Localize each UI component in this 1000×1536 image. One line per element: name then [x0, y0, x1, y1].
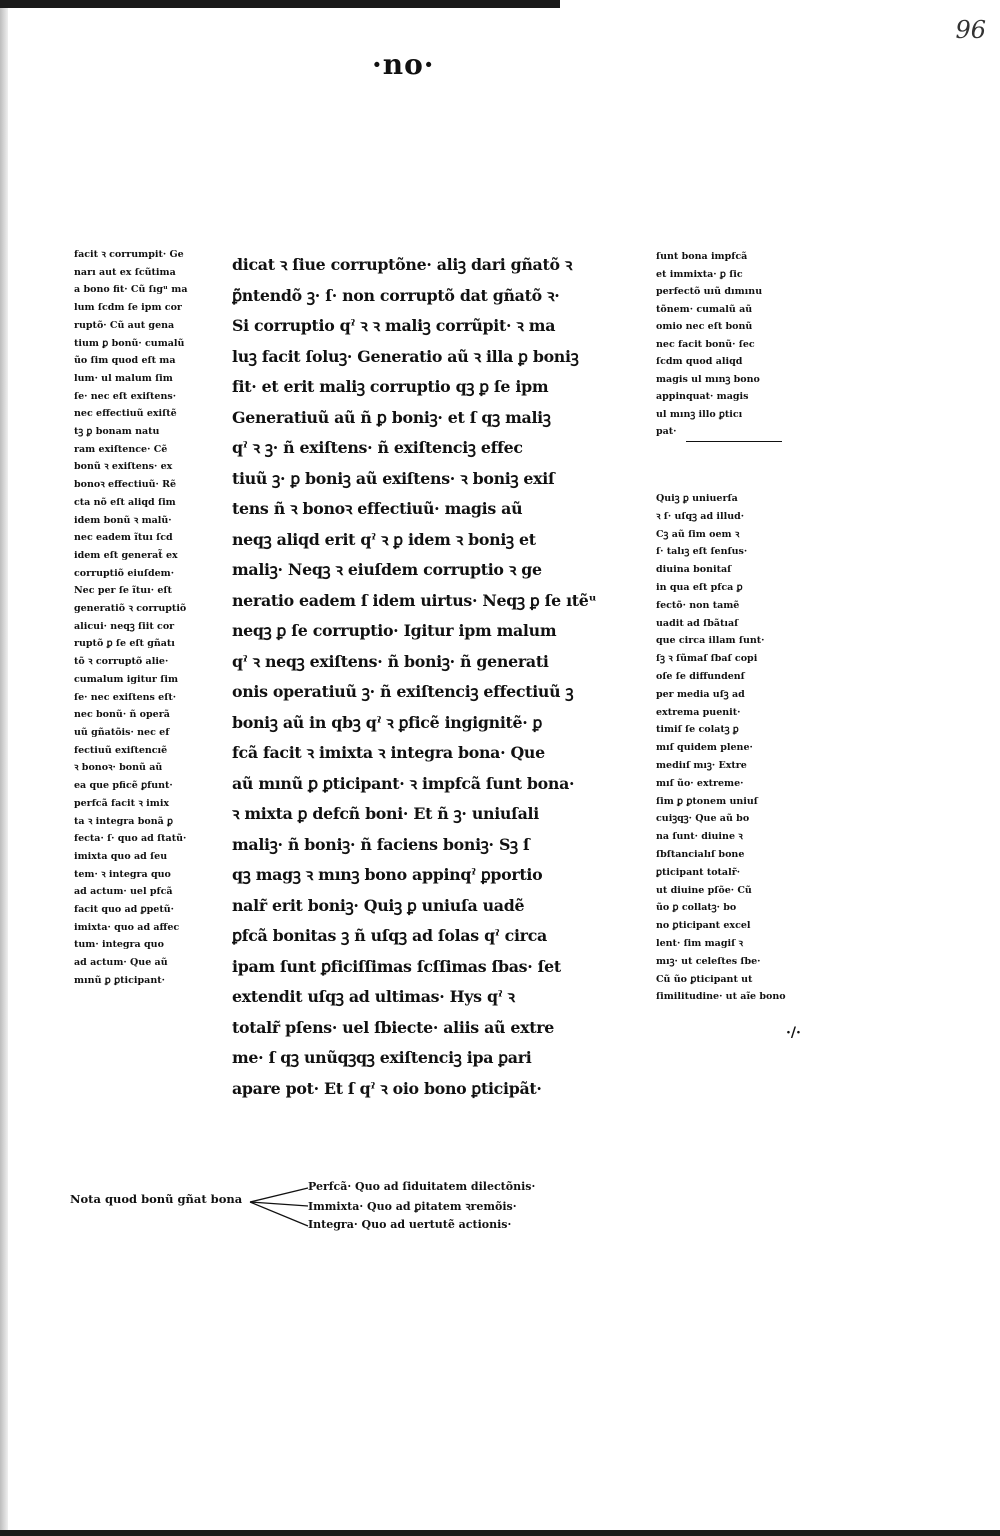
text-line: ruptõ· Cũ aut gena: [74, 319, 175, 331]
text-line: perfcã facit ꝛ imix: [74, 797, 170, 809]
text-line: ſimilitudine· ut aĩe bono: [656, 991, 786, 1003]
text-line: ſunt bona impfcã: [656, 251, 748, 262]
text-line: Nec per ſe ĩtuı· eſt: [74, 585, 172, 597]
text-line: ad actum· uel pfcã: [74, 886, 173, 898]
text-line: idem bonũ ꝛ malũ·: [74, 514, 172, 526]
diagram-branch-immixta: Immixta· Quo ad ꝑitatem ꝛremõis·: [308, 1200, 517, 1213]
text-line: onis operatiuũ ꝫ· ñ exiſtenciꝫ effectiuũ ꝫ: [232, 682, 574, 701]
text-line: idem eſt generat̃ ex: [74, 549, 178, 561]
text-line: et immixta· ꝑ ſic: [656, 268, 743, 280]
text-line: na ſunt· diuine ꝛ: [656, 831, 743, 843]
text-line: ruptõ ꝑ ſe eſt gñatı: [74, 638, 175, 650]
text-line: fecta· ſ· quo ad ſtatũ·: [74, 833, 187, 845]
diagram-root-label: Nota quod bonũ gñat bona: [70, 1192, 243, 1206]
text-line: facit quo ad ꝑpetũ·: [74, 904, 174, 916]
text-line: extendit uſqꝫ ad ultimas· Hys qˀ ꝛ: [232, 987, 515, 1006]
text-line: luꝫ facit ſoluꝫ· Generatio aũ ꝛ illa ꝑ boniꝫ: [232, 346, 579, 366]
text-line: maliꝫ· ñ boniꝫ· ñ faciens boniꝫ· Sꝫ ſ: [232, 834, 530, 854]
text-line: qˀ ꝛ ꝫ· ñ exiſtens· ñ exiſtenciꝫ effec: [232, 438, 523, 457]
text-line: no ꝑticipant excel: [656, 920, 751, 932]
branch-diagram: [70, 1180, 590, 1250]
text-line: omio nec eſt bonũ: [656, 321, 753, 332]
text-line: a bono fit· Cũ ſıgᵘ ma: [74, 284, 188, 296]
text-line: ſbſtancialıſ bone: [656, 848, 745, 860]
text-line: nec bonũ· ñ operã: [74, 709, 170, 721]
text-line: cumalum igitur ſim: [74, 673, 178, 685]
text-line: ta ꝛ integra bonã ꝑ: [74, 815, 173, 827]
text-line: narı aut ex ſcũtima: [74, 266, 176, 278]
left-gloss-column: [74, 246, 214, 990]
text-line: mıſ ũo· extreme·: [656, 777, 744, 789]
text-line: tium ꝑ bonũ· cumalũ: [74, 337, 185, 349]
text-line: ſcdm quod aliqd: [656, 356, 743, 367]
text-line: aũ mınũ ꝑ ꝑticipant· ꝛ impfcã ſunt bona·: [232, 773, 575, 793]
text-line: ram exiſtence· Cẽ: [74, 443, 168, 455]
text-line: neratio eadem ſ idem uirtus· Neqꝫ ꝑ ſe ıtẽᵘ: [232, 590, 597, 610]
scan-top-border: [0, 0, 560, 8]
text-line: fcã facit ꝛ imixta ꝛ integra bona· Que: [232, 743, 545, 762]
text-line: facit ꝛ corrumpit· Ge: [74, 249, 184, 260]
gloss-divider-rule: [686, 441, 782, 442]
main-text-column: [232, 250, 632, 1104]
text-line: qꝫ magꝫ ꝛ mınꝫ bono appinqˀ ꝑportio: [232, 865, 543, 884]
text-line: bonoꝛ effectiuũ· Rẽ: [74, 479, 177, 491]
text-line: lent· ſim magiſ ꝛ: [656, 937, 743, 949]
text-line: corruptiõ eiuſdem·: [74, 567, 175, 579]
text-line: maliꝫ· Neqꝫ ꝛ eiuſdem corruptio ꝛ ge: [232, 560, 542, 579]
text-line: Generatiuũ aũ ñ ꝑ boniꝫ· et ſ qꝫ maliꝫ: [232, 407, 551, 427]
page-edge-shadow: [0, 0, 8, 1536]
text-line: tum· integra quo: [74, 939, 164, 951]
text-line: apare pot· Et ſ qˀ ꝛ oio bono ꝑticipãt·: [232, 1078, 542, 1098]
text-line: tõnem· cumalũ aũ: [656, 303, 753, 315]
text-line: per media uſꝫ ad: [656, 688, 745, 700]
text-line: uũ gñatõis· nec ef: [74, 726, 170, 738]
text-line: tõ ꝛ corruptõ alie·: [74, 656, 169, 668]
text-line: generatiõ ꝛ corruptiõ: [74, 603, 187, 615]
text-line: mediıſ mıꝫ· Extre: [656, 759, 747, 771]
text-line: ꝑticipant totalr̃·: [656, 866, 741, 878]
text-line: ſꝫ ꝛ ſũmaſ ſbaſ copi: [656, 653, 758, 665]
text-line: totalr̃ pſens· uel ſbiecte· aliis aũ extre: [232, 1017, 555, 1037]
text-line: ul mınꝫ illo ꝑticı: [656, 408, 743, 420]
text-line: neqꝫ aliqd erit qˀ ꝛ ꝑ idem ꝛ boniꝫ et: [232, 529, 536, 549]
text-line: pat·: [656, 426, 677, 437]
text-line: Si corruptio qˀ ꝛ ꝛ maliꝫ corrũpit· ꝛ ma: [232, 316, 556, 335]
text-line: tem· ꝛ integra quo: [74, 868, 171, 880]
text-line: ꝛ bonoꝛ· bonũ aũ: [74, 762, 163, 774]
text-line: timiſ ſe colatꝫ ꝑ: [656, 724, 739, 736]
text-line: ũo ꝑ collatꝫ· bo: [656, 902, 737, 914]
text-line: nec facit bonũ· ſec: [656, 338, 755, 350]
text-line: nec eadem ĩtuı ſcd: [74, 532, 173, 544]
running-head: ·no·: [372, 48, 435, 81]
text-line: ſ· talıꝫ eſt ſenſus·: [656, 546, 748, 558]
text-line: oſe ſe diffundenſ: [656, 670, 745, 682]
text-line: me· ſ qꝫ unũqꝫqꝫ exiſtenciꝫ ipa ꝑari: [232, 1048, 532, 1067]
scan-bottom-border: [0, 1530, 1000, 1536]
text-line: mıꝫ· ut celeſtes ſbe·: [656, 955, 761, 967]
text-line: mıſ quidem plene·: [656, 742, 753, 754]
text-line: appinquat· magis: [656, 391, 749, 402]
text-line: ea que pficẽ ꝑfunt·: [74, 780, 173, 792]
text-line: diuina bonitaſ: [656, 564, 732, 576]
text-line: ũo ſim quod eſt ma: [74, 355, 176, 367]
text-line: que circa illam ſunt·: [656, 635, 765, 647]
text-line: ſe· nec eſt exiſtens·: [74, 390, 177, 402]
right-gloss-column-lower: [656, 490, 796, 1006]
text-line: perfectõ uıũ dımınu: [656, 286, 763, 297]
text-line: Cũ ũo ꝑticipant ut: [656, 973, 753, 985]
folio-number: 96: [955, 16, 986, 44]
text-line: cuiꝫqꝫ· Que aũ bo: [656, 813, 750, 825]
text-line: alicui· neqꝫ ſiit cor: [74, 620, 175, 632]
text-line: tiuũ ꝫ· ꝑ boniꝫ aũ exiſtens· ꝛ boniꝫ exiſ: [232, 468, 555, 488]
text-line: extrema puenit·: [656, 706, 741, 718]
text-line: ꝛ ſ· uſqꝫ ad illud·: [656, 510, 745, 522]
text-line: ad actum· Que aũ: [74, 957, 168, 969]
end-mark: ·/·: [786, 1025, 801, 1041]
text-line: nec effectiuũ exiſtẽ: [74, 408, 177, 420]
text-line: in qua eſt pfca ꝑ: [656, 581, 743, 593]
text-line: uadit ad ſbãtıaſ: [656, 617, 739, 629]
text-line: ipam ſunt ꝑficiſſimas ſcſſimas ſbas· ſet: [232, 956, 561, 976]
text-line: fit· et erit maliꝫ corruptio qꝫ ꝑ ſe ipm: [232, 377, 549, 396]
text-line: lum ſcdm ſe ipm cor: [74, 302, 182, 314]
text-line: ꝛ mixta ꝑ defcñ boni· Et ñ ꝫ· uniuſali: [232, 804, 539, 823]
text-line: Quiꝫ ꝑ uniuerſa: [656, 493, 738, 504]
text-line: ꝑ̃ntendõ ꝫ· ſ· non corruptõ dat gñatõ ꝛ·: [232, 285, 560, 305]
text-line: ꝑfcã bonitas ꝫ ñ uſqꝫ ad ſolas qˀ circa: [232, 926, 547, 945]
text-line: bonũ ꝛ exiſtens· ex: [74, 461, 173, 473]
diagram-branch-perfecta: Perfcã· Quo ad ſiduitatem dilectõnis·: [308, 1180, 536, 1193]
text-line: ſim ꝑ ꝑtonem uniuſ: [656, 795, 758, 807]
right-gloss-column-upper: [656, 248, 796, 441]
text-line: dicat ꝛ ſiue corruptõne· aliꝫ dari gñatõ ꝛ: [232, 255, 573, 274]
text-line: magis ul mınꝫ bono: [656, 373, 760, 385]
text-line: cta nõ eſt aliqd ſim: [74, 496, 176, 508]
text-line: imixta· quo ad affec: [74, 921, 180, 933]
text-line: Cꝫ aũ ſim oem ꝛ: [656, 528, 740, 540]
diagram-branch-integra: Integra· Quo ad uertutẽ actionis·: [308, 1218, 512, 1231]
text-line: ſe· nec exiſtens eſt·: [74, 691, 177, 703]
text-line: tens ñ ꝛ bonoꝛ effectiuũ· magis aũ: [232, 499, 523, 518]
text-line: fectõ· non tamẽ: [656, 599, 740, 611]
text-line: boniꝫ aũ in qbꝫ qˀ ꝛ ꝑficẽ ingignitẽ· ꝑ: [232, 712, 543, 732]
text-line: neqꝫ ꝑ ſe corruptio· Igitur ipm malum: [232, 621, 557, 640]
text-line: fectiuũ exiſtencıẽ: [74, 744, 168, 756]
text-line: qˀ ꝛ neqꝫ exiſtens· ñ boniꝫ· ñ generati: [232, 651, 549, 671]
text-line: imixta quo ad ſeu: [74, 850, 168, 862]
text-line: nalr̃ erit boniꝫ· Quiꝫ ꝑ uniuſa uadẽ: [232, 895, 525, 915]
text-line: lum· ul malum ſim: [74, 372, 173, 384]
text-line: mınũ ꝑ ꝑticipant·: [74, 974, 165, 986]
text-line: tꝫ ꝑ bonam natu: [74, 426, 160, 438]
text-line: ut diuine pſõe· Cũ: [656, 884, 752, 896]
